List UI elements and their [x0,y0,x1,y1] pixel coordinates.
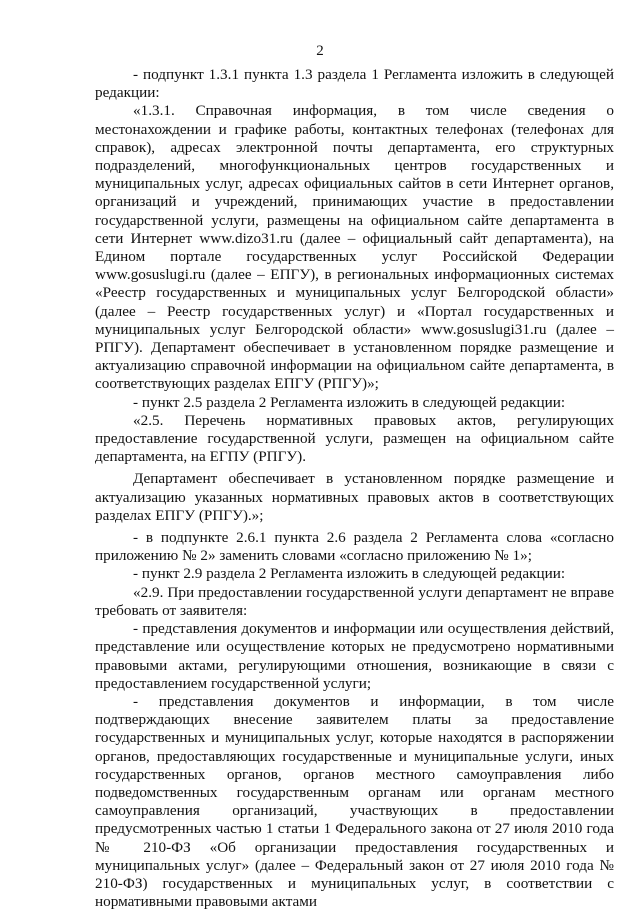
paragraph-amend-1-3-1: - подпункт 1.3.1 пункта 1.3 раздела 1 Регламента изложить в следующей редакции: [95,66,614,102]
paragraph-clause-2-9: «2.9. При предоставлении государственной услуги департамент не вправе требовать от заявителя: [95,583,614,619]
paragraph-clause-2-9-item-2: - представления документов и информации, в том числе подтверждающих внесение заявителем платы за предоставление государственных и муниципальных услуг, которые находятся в распоряжении органов, предоставляющих государственные и муниципальные услуги, иных государственных органов, органов местного самоуправления либо подведомственных государственным органам или органам местного самоуправления организаций, участвующих в предоставлении предусмотренных частью 1 статьи 1 Федерального закона от 27 июля 2010 года № 210-ФЗ «Об организации предоставления государственных и муниципальных услуг» (далее – Федеральный закон от 27 июля 2010 года № 210-ФЗ) государственных и муниципальных услуг, в соответствии с нормативными правовыми актами [95,692,614,911]
paragraph-clause-2-5-cont: Департамент обеспечивает в установленном порядке размещение и актуализацию указанных нормативных правовых актов в соответствующих разделах ЕПГУ (РПГУ).»; [95,470,614,524]
paragraph-amend-2-5: - пункт 2.5 раздела 2 Регламента изложить в следующей редакции: [133,393,566,411]
paragraph-clause-2-9-item-1: - представления документов и информации или осуществления действий, представление или осуществление которых не предусмотрено нормативными правовыми актами, регулирующими отношения, возникающие в связи с предоставлением государственной услуги; [95,620,614,692]
paragraph-amend-2-6-1: - в подпункте 2.6.1 пункта 2.6 раздела 2 Регламента слова «согласно приложению № 2» заменить словами «согласно приложению № 1»; [95,529,614,565]
page-number: 2 [316,43,324,59]
paragraph-clause-1-3-1: «1.3.1. Справочная информация, в том числе сведения о местонахождении и графике работы, контактных телефонах (телефонах для справок), адресах электронной почты департамента, его структурных подразделений, многофункциональных центров государственных и муниципальных услуг, адресах официальных сайтов в сети Интернет органов, организаций и учреждений, принимающих участие в предоставлении государственной услуги, размещены на официальном сайте департамента в сети Интернет www.dizo31.ru (далее – официальный сайт департамента), на Едином портале государственных услуг Российской Федерации www.gosuslugi.ru (далее – ЕПГУ), в региональных информационных системах «Реестр государственных и муниципальных услуг Белгородской области» (далее – Реестр государственных услуг) и «Портал государственных и муниципальных услуг Белгородской области» www.gosuslugi31.ru (далее – РПГУ). Департамент обеспечивает в установленном порядке размещение и актуализацию справочной информации на официальном сайте департамента, в соответствующих разделах ЕПГУ (РПГУ)»; [95,102,614,393]
document-body [95,66,614,911]
paragraph-clause-2-5: «2.5. Перечень нормативных правовых актов, регулирующих предоставление государственной услуги, размещен на официальном сайте департамента, на ЕГПУ (РПГУ). [95,411,614,466]
paragraph-amend-2-9: - пункт 2.9 раздела 2 Регламента изложить в следующей редакции: [133,565,566,583]
